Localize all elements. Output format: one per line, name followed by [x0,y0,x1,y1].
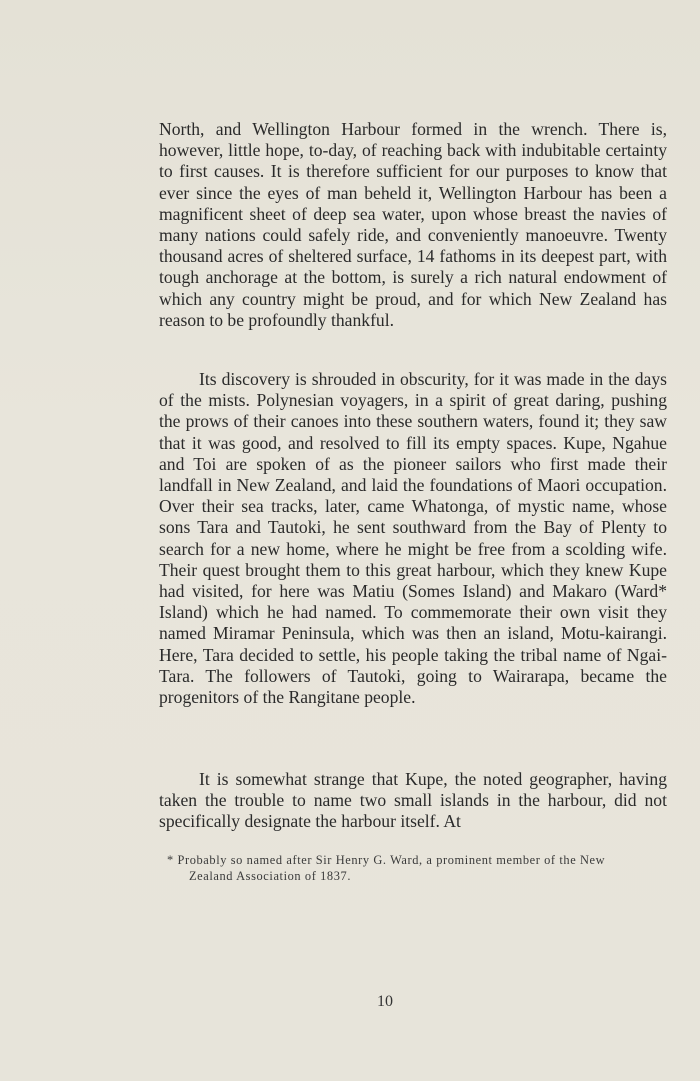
body-text-block [159,119,667,331]
footnote-line: * Probably so named after Sir Henry G. Ward, a prominent member of the New [167,853,606,867]
page-number: 10 [377,993,393,1010]
body-text-block [159,369,667,708]
paragraph-continuation: North, and Wellington Harbour formed in the wrench. There is, however, little hope, to-day, of reaching back with indubitable certainty to first causes. It is therefore sufficient for our purposes to know that ever since the eyes of man beheld it, Wellington Harbour has been a magnificent sheet of deep sea water, upon whose breast the navies of many nations could safely ride, and conveniently manoeuvre. Twenty thousand acres of sheltered surface, 14 fathoms in its deepest part, with tough anchorage at the bottom, is surely a rich natural endowment of which any country might be proud, and for which New Zealand has reason to be profoundly thankful. [159,119,667,330]
paragraph-discovery: Its discovery is shrouded in obscurity, for it was made in the days of the mists. Polynesian voyagers, in a spirit of great daring, pushing the prows of their canoes into these southern waters, found it; they saw that it was good, and resolved to fill its empty spaces. Kupe, Ngahue and Toi are spoken of as the pioneer sailors who first made their landfall in New Zealand, and laid the foundations of Maori occupation. Over their sea tracks, later, came Whatonga, of mystic name, whose sons Tara and Tautoki, he sent southward from the Bay of Plenty to search for a new home, where he might be free from a scolding wife. Their quest brought them to this great harbour, which they knew Kupe had visited, for here was Matiu (Somes Island) and Makaro (Ward* Island) which he had named. To commemorate their own visit they named Miramar Peninsula, which was then an island, Motu-kairangi. Here, Tara decided to settle, his people taking the tribal name of Ngai-Tara. The followers of Tautoki, going to Wairarapa, became the progenitors of the Rangitane people. [159,369,667,708]
body-text-block [159,769,667,833]
footnote-line: Zealand Association of 1837. [189,869,352,883]
paragraph-kupe: It is somewhat strange that Kupe, the noted geographer, having taken the trouble to name two small islands in the harbour, did not specifically designate the harbour itself. At [159,769,667,832]
footnote [167,852,667,884]
